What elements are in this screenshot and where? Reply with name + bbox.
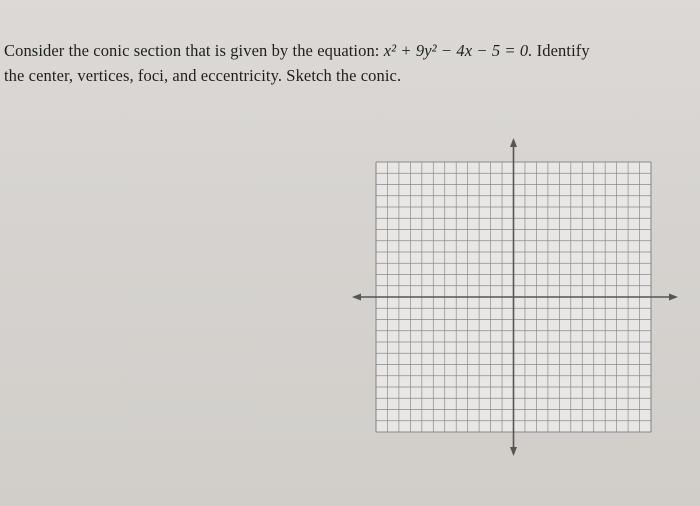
problem-line-1 (4, 38, 694, 63)
x-axis-left-arrow (352, 294, 361, 301)
conic-equation: x² + 9y² − 4x − 5 = 0. (383, 41, 533, 60)
problem-prefix-text: Consider the conic section that is given by the equation: (4, 41, 384, 60)
problem-suffix-text: Identify (532, 41, 590, 60)
grid-svg (348, 132, 684, 462)
y-axis-up-arrow (510, 138, 517, 147)
y-axis-down-arrow (510, 447, 517, 456)
problem-statement (4, 38, 694, 88)
x-axis-right-arrow (669, 294, 678, 301)
blank-coordinate-grid (348, 132, 684, 462)
problem-line-2: the center, vertices, foci, and eccentricity. Sketch the conic. (4, 66, 402, 85)
